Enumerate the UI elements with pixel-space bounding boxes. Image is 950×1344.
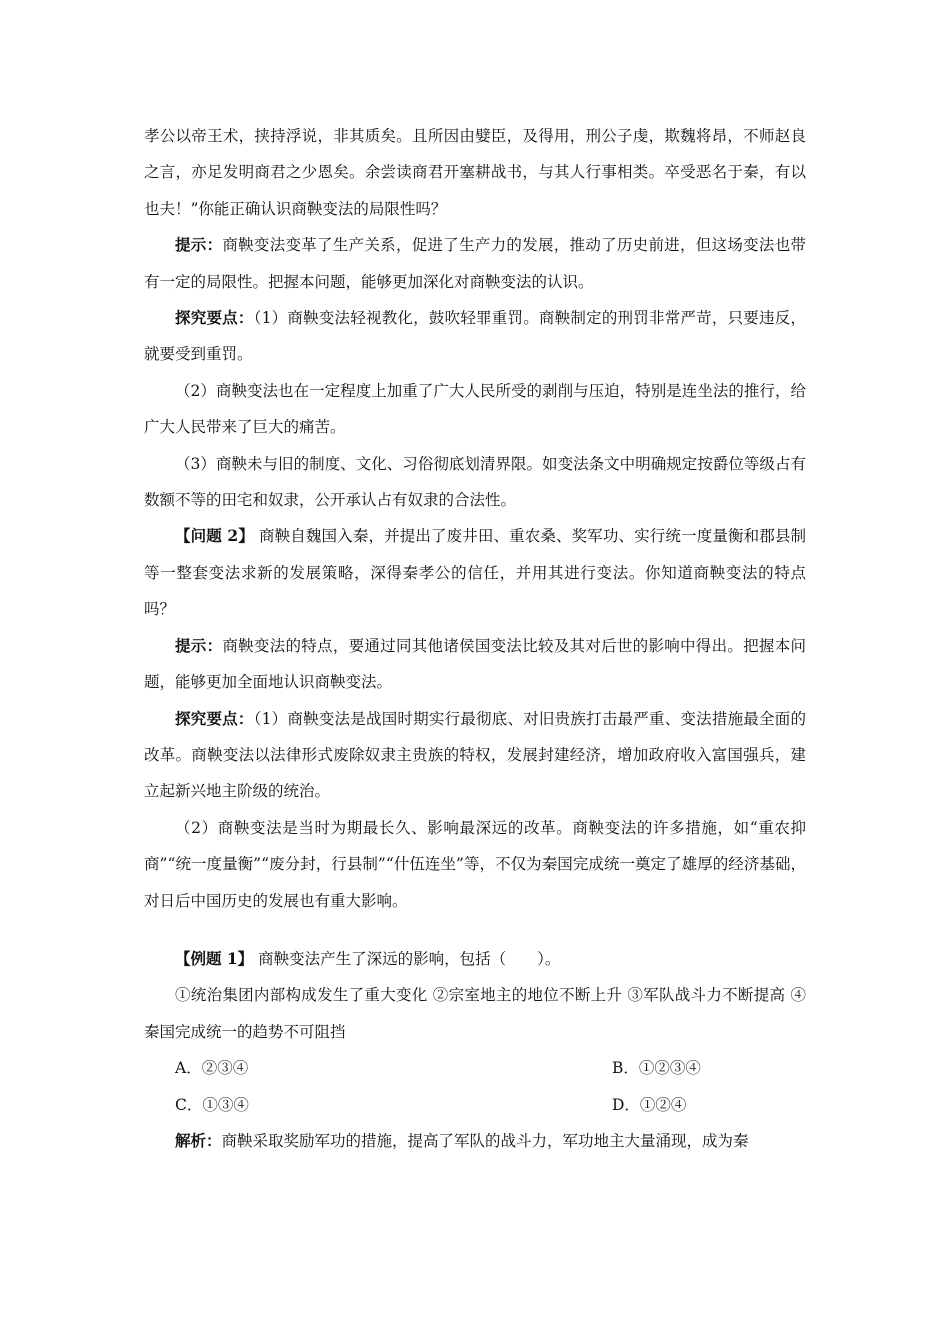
key-points-label: 探究要点： [175, 308, 254, 328]
hint-text: 商鞅变法的特点，要通过同其他诸侯国变法比较及其对后世的影响中得出。把握本问题，能够更加全面地认识商鞅变法。 [144, 636, 806, 692]
options-row-2 [144, 1087, 806, 1123]
key-points-text: （1）商鞅变法轻视教化，鼓吹轻罪重罚。商鞅制定的刑罚非常严苛，只要违反，就要受到重罚。 [144, 309, 806, 364]
hint-label: 提示： [175, 235, 223, 255]
hint-text: 商鞅变法变革了生产关系，促进了生产力的发展，推动了历史前进，但这场变法也带有一定的局限性。把握本问题，能够更加深化对商鞅变法的认识。 [144, 236, 806, 291]
option-a: A．②③④ [175, 1059, 249, 1078]
paragraph-analysis [144, 1123, 806, 1159]
option-b: B．①②③④ [612, 1059, 701, 1078]
paragraph-key-point-2: （2）商鞅变法也在一定程度上加重了广大人民所受的剥削与压迫，特别是连坐法的推行，给广大人民带来了巨大的痛苦。 [144, 381, 806, 437]
options-row-1 [144, 1050, 806, 1086]
paragraph-example-1 [144, 941, 806, 977]
paragraph-key-point-2b: （2）商鞅变法是当时为期最长久、影响最深远的改革。商鞅变法的许多措施，如“重农抑商”“统一度量衡”“废分封，行县制”“什伍连坐”等，不仅为秦国完成统一奠定了雄厚的经济基础，对日后中国历史的发展也有重大影响。 [144, 818, 806, 910]
paragraph-quote-end: 孝公以帝王术，挟持浮说，非其质矣。且所因由嬖臣，及得用，刑公子虔，欺魏将昂，不师赵良之言，亦足发明商君之少恩矣。余尝读商君开塞耕战书，与其人行事相类。卒受恶名于秦，有以也夫！”你能正确认识商鞅变法的局限性吗？ [144, 127, 806, 218]
document-page [144, 118, 806, 1159]
option-d: D．①②④ [612, 1095, 687, 1114]
paragraph-key-points-2 [144, 701, 806, 810]
analysis-text: 商鞅采取奖励军功的措施，提高了军队的战斗力，军功地主大量涌现，成为秦 [221, 1131, 749, 1150]
paragraph-hint-1 [144, 227, 806, 300]
example-text: 商鞅变法产生了深远的影响，包括（ ）。 [253, 949, 561, 968]
key-points-label: 探究要点： [175, 708, 254, 728]
paragraph-hint-2 [144, 628, 806, 701]
analysis-label: 解析： [175, 1130, 222, 1150]
paragraph-key-points-1 [144, 300, 806, 373]
option-c: C．①③④ [175, 1095, 249, 1114]
section-gap [144, 919, 806, 941]
key-points-text: （1）商鞅变法是战国时期实行最彻底、对旧贵族打击最严重、变法措施最全面的改革。商鞅变法以法律形式废除奴隶主贵族的特权，发展封建经济，增加政府收入富国强兵，建立起新兴地主阶级的统治。 [144, 709, 806, 801]
hint-label: 提示： [175, 635, 223, 655]
question-label: 【问题 2】 [175, 526, 254, 546]
paragraph-example-items: ①统治集团内部构成发生了重大变化 ②宗室地主的地位不断上升 ③军队战斗力不断提高 ④秦国完成统一的趋势不可阻挡 [144, 986, 806, 1041]
question-text: 商鞅自魏国入秦，并提出了废井田、重农桑、奖军功、实行统一度量衡和郡县制等一整套变法求新的发展策略，深得秦孝公的信任，并用其进行变法。你知道商鞅变法的特点吗？ [144, 527, 806, 619]
example-label: 【例题 1】 [175, 948, 254, 968]
paragraph-key-point-3: （3）商鞅未与旧的制度、文化、习俗彻底划清界限。如变法条文中明确规定按爵位等级占有数额不等的田宅和奴隶，公开承认占有奴隶的合法性。 [144, 454, 806, 510]
paragraph-question-2 [144, 518, 806, 627]
